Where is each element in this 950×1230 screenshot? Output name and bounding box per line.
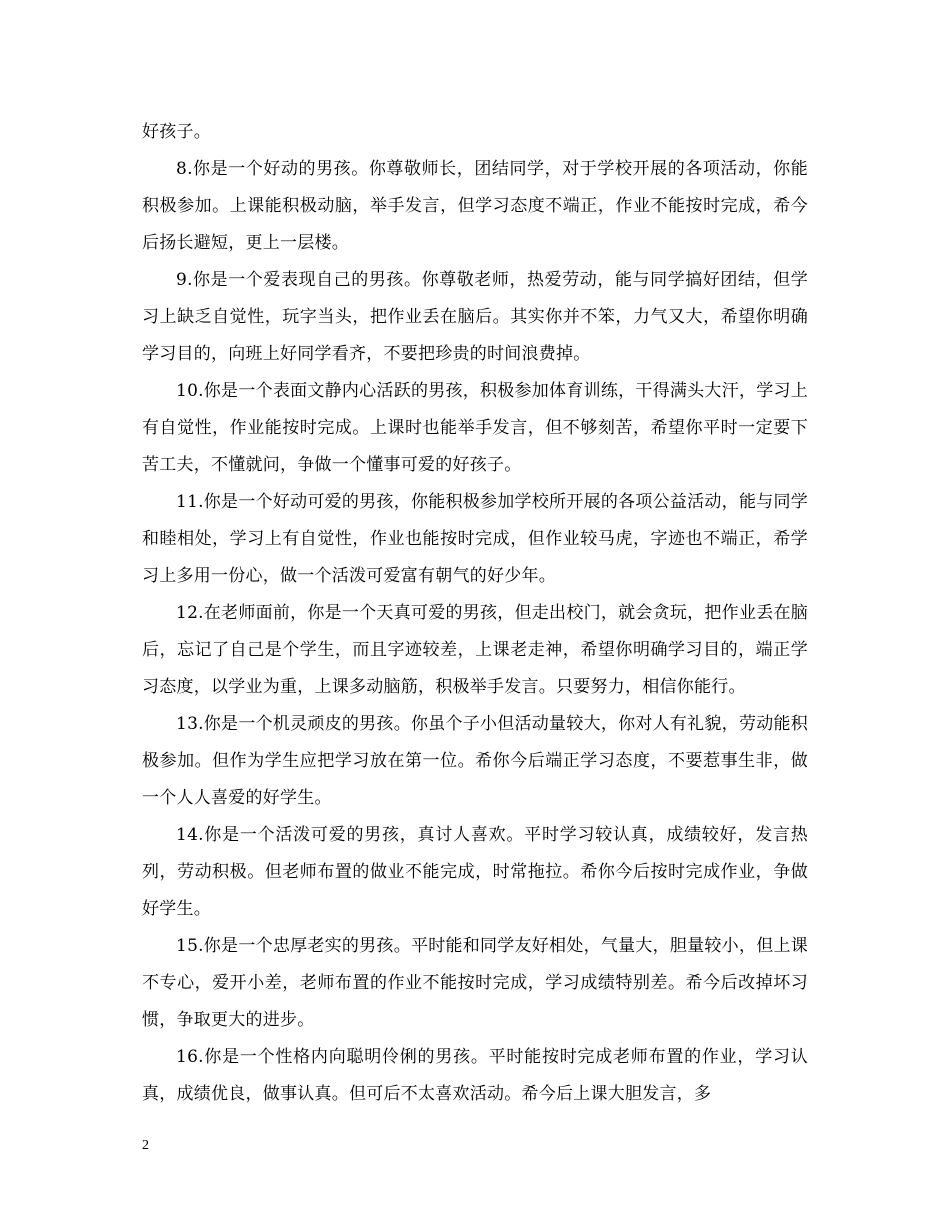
comment-item-13: 13.你是一个机灵顽皮的男孩。你虽个子小但活动量较大，你对人有礼貌，劳动能积极参加。但作为学生应把学习放在第一位。希你今后端正学习态度，不要惹事生非，做一个人人喜爱的好学生。: [142, 714, 808, 808]
comment-item-10: 10.你是一个表面文静内心活跃的男孩，积极参加体育训练，干得满头大汗，学习上有自觉性，作业能按时完成。上课时也能举手发言，但不够刻苦，希望你平时一定要下苦工夫，不懂就问，争做一个懂事可爱的好孩子。: [142, 381, 808, 475]
comment-item-14: 14.你是一个活泼可爱的男孩，真讨人喜欢。平时学习较认真，成绩较好，发言热列，劳动积极。但老师布置的做业不能完成，时常拖拉。希你今后按时完成作业，争做好学生。: [142, 825, 808, 919]
comment-item-8: 8.你是一个好动的男孩。你尊敬师长，团结同学，对于学校开展的各项活动，你能积极参加。上课能积极动脑，举手发言，但学习态度不端正，作业不能按时完成，希今后扬长避短，更上一层楼。: [142, 159, 808, 253]
comment-item-11: 11.你是一个好动可爱的男孩，你能积极参加学校所开展的各项公益活动，能与同学和睦相处，学习上有自觉性，作业也能按时完成，但作业较马虎，字迹也不端正，希学习上多用一份心，做一个活泼可爱富有朝气的好少年。: [142, 492, 808, 586]
comment-item-12: 12.在老师面前，你是一个天真可爱的男孩，但走出校门，就会贪玩，把作业丢在脑后，忘记了自己是个学生，而且字迹较差，上课老走神，希望你明确学习目的，端正学习态度，以学业为重，上课多动脑筋，积极举手发言。只要努力，相信你能行。: [142, 603, 808, 697]
page-number: 2: [142, 1138, 149, 1153]
comment-item-15: 15.你是一个忠厚老实的男孩。平时能和同学友好相处，气量大，胆量较小，但上课不专心，爱开小差，老师布置的作业不能按时完成，学习成绩特别差。希今后改掉坏习惯，争取更大的进步。: [142, 936, 808, 1030]
body-text: [142, 114, 808, 1113]
comment-item-9: 9.你是一个爱表现自己的男孩。你尊敬老师，热爱劳动，能与同学搞好团结，但学习上缺乏自觉性，玩字当头，把作业丢在脑后。其实你并不笨，力气又大，希望你明确学习目的，向班上好同学看齐，不要把珍贵的时间浪费掉。: [142, 270, 808, 364]
comment-item-16: 16.你是一个性格内向聪明伶俐的男孩。平时能按时完成老师布置的作业，学习认真，成绩优良，做事认真。但可后不太喜欢活动。希今后上课大胆发言，多: [142, 1047, 808, 1104]
paragraph-continuation: 好孩子。: [142, 122, 211, 142]
